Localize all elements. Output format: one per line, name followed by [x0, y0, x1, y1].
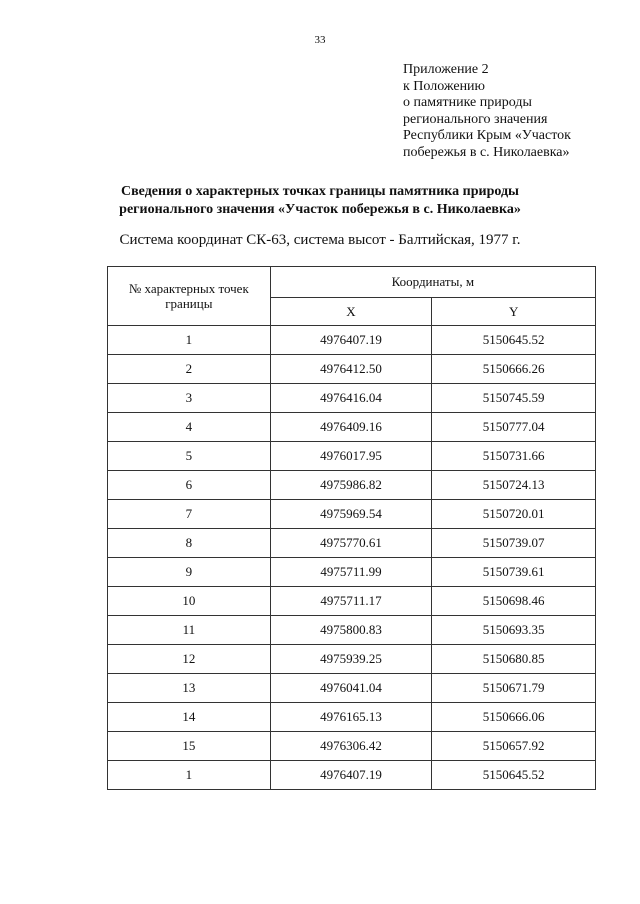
table-row — [108, 442, 596, 471]
cell-y: 5150657.92 — [432, 732, 596, 761]
table-row — [108, 471, 596, 500]
table-row — [108, 761, 596, 790]
cell-point-number: 15 — [108, 732, 271, 761]
cell-y: 5150745.59 — [432, 384, 596, 413]
header-x: X — [270, 298, 432, 326]
cell-point-number: 8 — [108, 529, 271, 558]
appendix-line: Республики Крым «Участок — [403, 128, 571, 143]
cell-x: 4975939.25 — [270, 645, 432, 674]
cell-y: 5150720.01 — [432, 500, 596, 529]
cell-x: 4976165.13 — [270, 703, 432, 732]
cell-point-number: 9 — [108, 558, 271, 587]
header-coordinates: Координаты, м — [270, 267, 595, 298]
appendix-line: о памятнике природы — [403, 95, 532, 110]
cell-y: 5150645.52 — [432, 761, 596, 790]
cell-y: 5150680.85 — [432, 645, 596, 674]
table-row — [108, 529, 596, 558]
appendix-line: к Положению — [403, 78, 486, 94]
cell-point-number: 12 — [108, 645, 271, 674]
table-row — [108, 500, 596, 529]
table-row — [108, 645, 596, 674]
cell-x: 4976041.04 — [270, 674, 432, 703]
cell-point-number: 1 — [108, 326, 271, 355]
header-point-number: № характерных точек границы — [108, 267, 271, 326]
cell-y: 5150739.61 — [432, 558, 596, 587]
cell-x: 4976017.95 — [270, 442, 432, 471]
coordinate-system-note: Система координат СК-63, система высот - Балтийская, 1977 г. — [119, 232, 521, 248]
cell-y: 5150693.35 — [432, 616, 596, 645]
table-row — [108, 732, 596, 761]
cell-point-number: 4 — [108, 413, 271, 442]
cell-point-number: 11 — [108, 616, 271, 645]
cell-x: 4976407.19 — [270, 326, 432, 355]
cell-y: 5150777.04 — [432, 413, 596, 442]
cell-x: 4975986.82 — [270, 471, 432, 500]
table-row — [108, 413, 596, 442]
cell-x: 4975711.17 — [270, 587, 432, 616]
cell-x: 4975711.99 — [270, 558, 432, 587]
cell-y: 5150645.52 — [432, 326, 596, 355]
cell-x: 4975800.83 — [270, 616, 432, 645]
cell-point-number: 14 — [108, 703, 271, 732]
table-row — [108, 616, 596, 645]
cell-point-number: 1 — [108, 761, 271, 790]
cell-point-number: 7 — [108, 500, 271, 529]
cell-point-number: 10 — [108, 587, 271, 616]
cell-y: 5150671.79 — [432, 674, 596, 703]
cell-x: 4976416.04 — [270, 384, 432, 413]
cell-y: 5150666.26 — [432, 355, 596, 384]
document-title-line: регионального значения «Участок побережья в с. Николаевка» — [119, 202, 521, 217]
cell-x: 4976306.42 — [270, 732, 432, 761]
cell-point-number: 2 — [108, 355, 271, 384]
document-title — [0, 183, 640, 219]
appendix-note — [403, 62, 571, 161]
cell-point-number: 3 — [108, 384, 271, 413]
appendix-line: Приложение 2 — [403, 62, 489, 77]
cell-y: 5150731.66 — [432, 442, 596, 471]
table-row — [108, 674, 596, 703]
coordinates-table — [107, 266, 596, 790]
cell-y: 5150739.07 — [432, 529, 596, 558]
cell-point-number: 5 — [108, 442, 271, 471]
cell-y: 5150666.06 — [432, 703, 596, 732]
header-y: Y — [432, 298, 596, 326]
appendix-line: регионального значения — [403, 111, 548, 127]
appendix-line: побережья в с. Николаевка» — [403, 144, 570, 160]
cell-x: 4975969.54 — [270, 500, 432, 529]
table-row — [108, 355, 596, 384]
table-row — [108, 326, 596, 355]
table-row — [108, 384, 596, 413]
page-number: 33 — [314, 34, 326, 46]
cell-x: 4976412.50 — [270, 355, 432, 384]
cell-y: 5150698.46 — [432, 587, 596, 616]
cell-point-number: 13 — [108, 674, 271, 703]
document-title-line: Сведения о характерных точках границы памятника природы — [121, 184, 519, 199]
table-row — [108, 703, 596, 732]
cell-y: 5150724.13 — [432, 471, 596, 500]
cell-x: 4975770.61 — [270, 529, 432, 558]
cell-x: 4976407.19 — [270, 761, 432, 790]
cell-point-number: 6 — [108, 471, 271, 500]
cell-x: 4976409.16 — [270, 413, 432, 442]
table-body — [108, 326, 596, 790]
table-row — [108, 587, 596, 616]
table-row — [108, 558, 596, 587]
